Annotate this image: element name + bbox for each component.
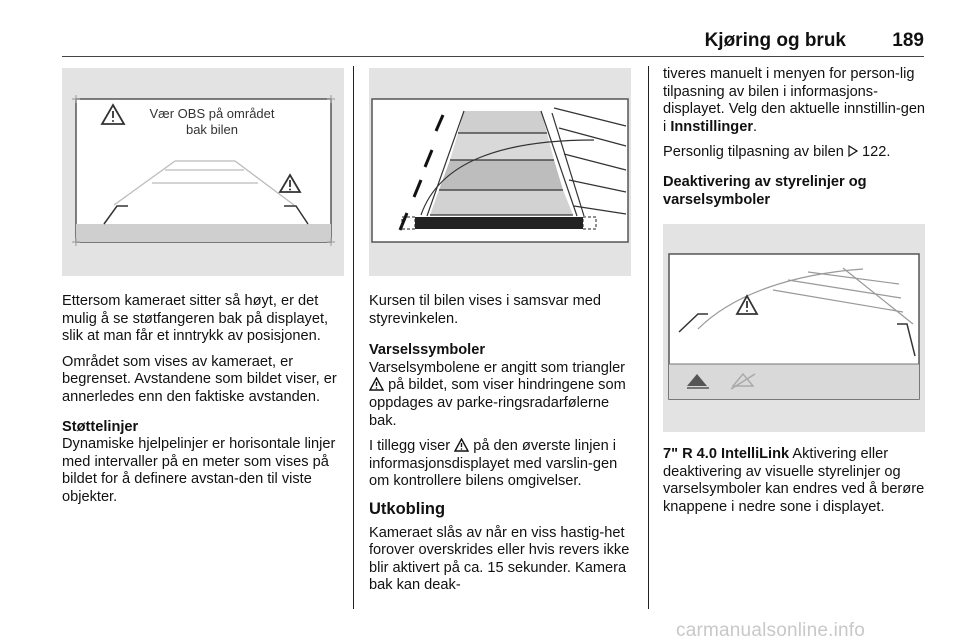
- watermark: carmanualsonline.info: [676, 620, 866, 641]
- figure-guide-lines: [369, 68, 631, 276]
- column-divider: [648, 66, 649, 609]
- text-span: Varselsymbolene er angitt som triangler: [369, 359, 626, 376]
- paragraph: [663, 144, 927, 162]
- heading-varselssymboler: Varselssymboler: [369, 342, 486, 359]
- figure-intellilink-display: [663, 224, 925, 432]
- text-span: 122.: [862, 144, 891, 161]
- page-number: 189: [892, 30, 924, 51]
- page-header: [62, 30, 924, 52]
- warning-triangle-icon: [369, 377, 384, 391]
- header-rule: [62, 56, 924, 57]
- text-span: Personlig tilpasning av bilen: [663, 144, 844, 161]
- column-1: [62, 293, 348, 515]
- text-span: på den øverste linjen i informasjonsdisplayet med varslin-gen om kontrollere bilens omgivelser.: [369, 438, 618, 490]
- paragraph: Dynamiske hjelpelinjer er horisontale linjer med intervaller på en meter som vises på bildet for å definere avstan-den til viste objekter.: [62, 436, 336, 505]
- text-span: tiveres manuelt i menyen for person-lig tilpasning av bilen i informasjons-displayet. Velg den aktuelle innstillin-gen i: [663, 66, 926, 135]
- heading-deaktivering: Deaktivering av styrelinjer og varselsymboler: [663, 173, 867, 208]
- guide-lines-off-button[interactable]: [725, 370, 765, 392]
- paragraph: [663, 446, 927, 516]
- setting-name: Innstillinger: [670, 118, 754, 135]
- page-title: Kjøring og bruk: [704, 30, 846, 51]
- heading-utkobling: Utkobling: [369, 499, 446, 518]
- paragraph: Kameraet slås av når en viss hastig-het forover overskrides eller hvis revers ikke blir aktivert på ca. 15 sekunder. Kamera bak kan deak-: [369, 524, 630, 594]
- paragraph: Ettersom kameraet sitter så høyt, er det mulig å se støtfangeren bak på displayet, slik at man får et inntrykk av posisjonen.: [62, 293, 329, 345]
- product-name: 7" R 4.0 IntelliLink: [663, 446, 790, 462]
- figure-camera-display: [62, 68, 344, 276]
- text-span: .: [753, 118, 758, 135]
- column-3-bottom: [663, 446, 927, 524]
- paragraph: Kursen til bilen vises i samsvar med styrevinkelen.: [369, 293, 601, 327]
- column-divider: [353, 66, 354, 609]
- figure1-text-line2: bak bilen: [185, 122, 239, 137]
- paragraph: [369, 360, 637, 430]
- text-span: I tillegg viser: [369, 438, 451, 455]
- column-2: [369, 293, 637, 603]
- text-span: Aktivering eller deaktivering av visuelle styrelinjer og varselsymboler kan endres ved å berøre knappene i nedre sone i displayet.: [663, 446, 925, 515]
- warning-triangle-icon: [454, 438, 469, 452]
- arrow-right-icon: [848, 145, 858, 157]
- guide-lines-on-button[interactable]: [679, 370, 719, 392]
- paragraph: [663, 66, 927, 136]
- paragraph: Området som vises av kameraet, er begrenset. Avstandene som bildet viser, er annerledes enn den faktiske avstanden.: [62, 353, 337, 405]
- paragraph: [369, 438, 637, 491]
- heading-stottelinjer: Støttelinjer: [62, 418, 139, 435]
- figure1-text-line1: Vær OBS på området: [149, 106, 275, 121]
- text-span: på bildet, som viser hindringene som oppdages av parke-ringsradarfølerne bak.: [369, 377, 626, 429]
- column-3-top: [663, 66, 927, 209]
